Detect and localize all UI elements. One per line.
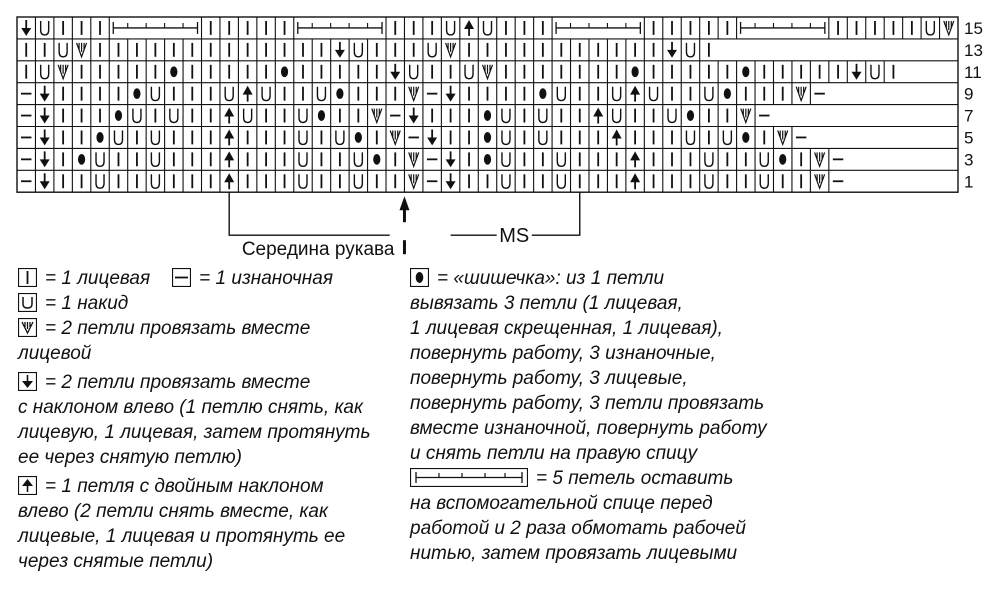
chart-cell [539, 88, 546, 99]
row-number: 5 [964, 128, 974, 148]
chart-cell [742, 66, 749, 77]
legend-k2tog-tail: лицевой [18, 343, 92, 364]
legend-bobble [410, 266, 767, 291]
center-label: Середина рукава [241, 239, 395, 260]
row-number: 3 [964, 150, 974, 170]
chart-cell [632, 66, 639, 77]
legend-double-decrease [18, 474, 370, 499]
yarn-over-symbol-icon [18, 293, 37, 312]
chart-cell [779, 154, 786, 165]
chart-cell [96, 132, 103, 143]
chart-cell [355, 132, 362, 143]
row-number: 1 [964, 172, 974, 192]
k2tog-symbol-icon [18, 318, 37, 337]
legend-ssk-line-4: ее через снятую петлю) [18, 447, 242, 468]
row-number: 13 [964, 40, 983, 60]
legend-bobble-line-2: вывязать 3 петли (1 лицевая, [410, 293, 683, 314]
row-number: 9 [964, 84, 974, 104]
legend-double-line-4: через снятые петли) [18, 551, 214, 572]
legend-bobble-line-8: и снять петли на правую спицу [410, 443, 698, 464]
legend-yo-text: = 1 накид [45, 293, 129, 314]
legend-cable-line-2: на вспомогательной спице перед [410, 493, 713, 514]
chart-cell [78, 154, 85, 165]
chart-cell [484, 110, 491, 121]
legend-bobble-line-3: 1 лицевая скрещенная, 1 лицевая), [410, 318, 723, 339]
legend-ssk-line-3: лицевую, 1 лицевая, затем протянуть [18, 422, 371, 443]
row-numbers [964, 19, 983, 191]
legend-k2tog-text: = 2 петли провязать вместе [45, 318, 311, 339]
center-arrow [399, 196, 409, 254]
chart-cell [484, 154, 491, 165]
legend-double-line-2: влево (2 петли снять вместе, как [18, 501, 328, 522]
legend-cable-line-4: нитью, затем провязать лицевыми [410, 543, 738, 564]
row-number: 7 [964, 106, 974, 126]
legend-purl-text: = 1 изнаночная [199, 268, 333, 289]
purl-symbol-icon [172, 268, 191, 287]
legend-bobble-line-7: вместе изнаночной, повернуть работу [410, 418, 767, 439]
knitting-chart [0, 0, 1000, 260]
chart-cell [133, 88, 140, 99]
chart-cell [687, 110, 694, 121]
legend-bobble-line-1: = «шишечка»: из 1 петли [437, 268, 665, 289]
chart-cell [318, 110, 325, 121]
legend-bobble-line-5: повернуть работу, 3 лицевые, [410, 368, 688, 389]
legend-ssk-line-1: = 2 петли провязать вместе [45, 372, 311, 393]
chart-cell [724, 88, 731, 99]
legend-double-line-3: лицевые, 1 лицевая и протянуть ее [18, 526, 346, 547]
chart-cell [742, 132, 749, 143]
legend-double-line-1: = 1 петля с двойным наклоном [45, 476, 324, 497]
ssk-symbol-icon [18, 372, 37, 391]
legend-knit-purl [18, 266, 370, 291]
chart-cell [115, 110, 122, 121]
chart-cell [484, 132, 491, 143]
legend-bobble-line-6: повернуть работу, 3 петли провязать [410, 393, 765, 414]
legend-k2tog [18, 316, 370, 341]
legend-cable-line-1: = 5 петель оставить [536, 468, 734, 489]
ms-label: MS [499, 225, 530, 248]
legend-bobble-line-4: повернуть работу, 3 изнаночные, [410, 343, 716, 364]
legend-ssk [18, 370, 370, 395]
double-decrease-symbol-icon [18, 476, 37, 495]
legend-cable [410, 466, 767, 491]
chart-grid [17, 17, 958, 192]
legend-knit-text: = 1 лицевая [45, 268, 151, 289]
chart-cell [336, 88, 343, 99]
knit-symbol-icon [18, 268, 37, 287]
chart-cell [281, 66, 288, 77]
legend-right [410, 266, 767, 566]
legend-yo [18, 291, 370, 316]
chart-cell [373, 154, 380, 165]
bobble-symbol-icon [410, 268, 429, 287]
cable-symbol-icon [410, 468, 528, 487]
legend-ssk-line-2: с наклоном влево (1 петлю снять, как [18, 397, 363, 418]
legend-cable-line-3: работой и 2 раза обмотать рабочей [410, 518, 746, 539]
chart-cell [170, 66, 177, 77]
row-number: 15 [964, 18, 983, 38]
legend-left [18, 266, 370, 574]
row-number: 11 [964, 62, 982, 82]
